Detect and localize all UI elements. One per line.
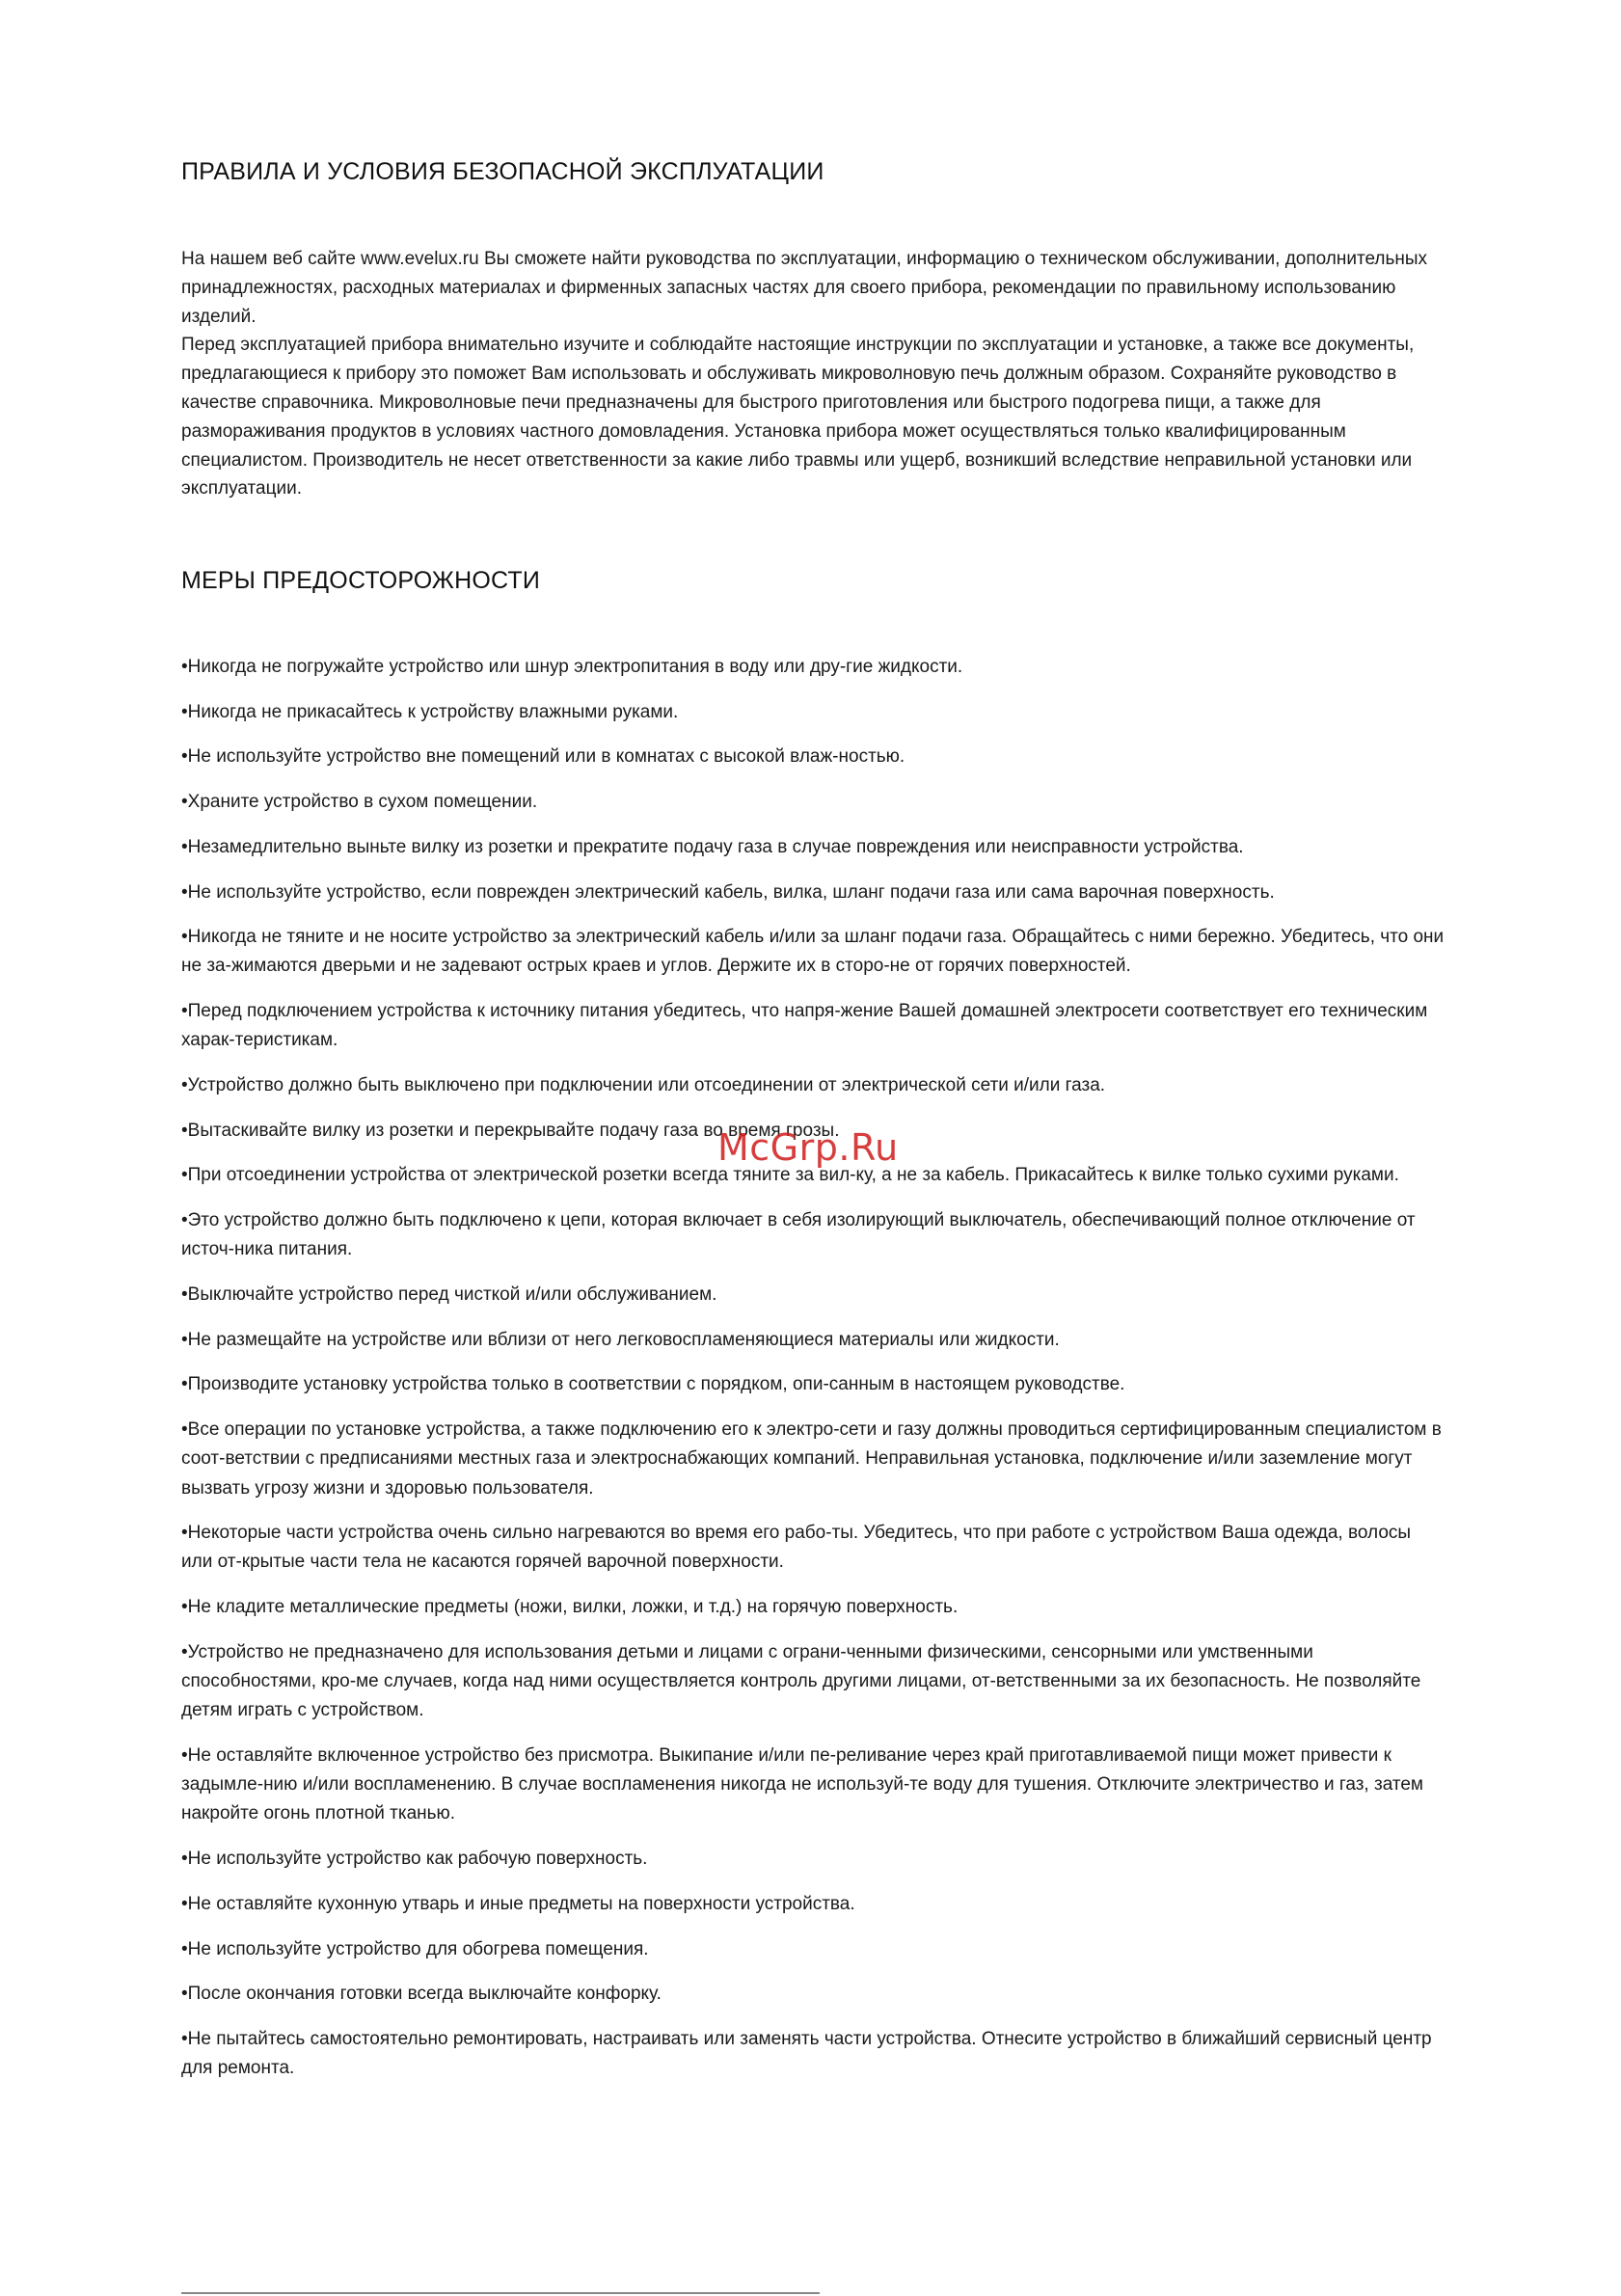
- list-item: •Никогда не тяните и не носите устройство за электрический кабель и/или за шланг подачи газа. Обращайтесь с ними бережно. Убедитесь, что они не за-жимаются дверьми и не задевают острых краев и углов. Держите их в сторо-не от горячих поверхностей.: [181, 927, 1445, 977]
- list-item: •Незамедлительно выньте вилку из розетки и прекратите подачу газа в случае повреждения или неисправности устройства.: [181, 836, 1244, 857]
- watermark: McGrp.Ru: [717, 1126, 899, 1169]
- intro-paragraph: На нашем веб сайте www.evelux.ru Вы сможете найти руководства по эксплуатации, информацию о техническом обслуживании, дополнительных принадлежностях, расходных материалах и фирменных запасных частях для своего прибора, рекомендации по правильному использованию изделий.: [181, 249, 1428, 327]
- intro-text: [181, 245, 1446, 503]
- list-item: •При отсоединении устройства от электрической розетки всегда тяните за вил-ку, а не за кабель. Прикасайтесь к вилке только сухими руками.: [181, 1165, 1399, 1186]
- list-item: •Никогда не погружайте устройство или шнур электропитания в воду или дру-гие жидкости.: [181, 657, 963, 677]
- list-item: •После окончания готовки всегда выключайте конфорку.: [181, 1984, 662, 2005]
- list-item: •Это устройство должно быть подключено к цепи, которая включает в себя изолирующий выключатель, обеспечивающий полное отключение от источ-ника питания.: [181, 1210, 1416, 1260]
- intro-paragraph: Перед эксплуатацией прибора внимательно изучите и соблюдайте настоящие инструкции по эксплуатации и установке, а также все документы, предлагающиеся к прибору это поможет Вам использовать и обслуживать микроволновую печь должным образом. Сохраняйте руководство в качестве справочника. Микроволновые печи предназначены для быстрого приготовления или быстрого подогрева пищи, а также для размораживания продуктов в условиях частного домовладения. Установка прибора может осуществляться только квалифицированным специалистом. Производитель не несет ответственности за какие либо травмы или ущерб, возникший вследствие неправильной установки или эксплуатации.: [181, 335, 1415, 500]
- list-item: •Не используйте устройство для обогрева помещения.: [181, 1938, 649, 1959]
- list-item: •Никогда не прикасайтесь к устройству влажными руками.: [181, 701, 679, 722]
- list-item: •Не используйте устройство как рабочую поверхность.: [181, 1849, 648, 1870]
- list-item: •Не используйте устройство, если поврежден электрический кабель, вилка, шланг подачи газа или сама варочная поверхность.: [181, 881, 1275, 903]
- list-item: •Перед подключением устройства к источнику питания убедитесь, что напря-жение Вашей домашней электросети соответствует его техническим харак-теристикам.: [181, 1001, 1428, 1051]
- list-item: •Устройство не предназначено для использования детьми и лицами с ограни-ченными физическими, сенсорными или умственными способностями, кро-ме случаев, когда над ними осуществляется контроль другими лицами, от-ветственными за их безопасность. Не позволяйте детям играть с устройством.: [181, 1641, 1421, 1721]
- footer-divider: [181, 2292, 820, 2294]
- list-item: •Не размещайте на устройстве или вблизи от него легковоспламеняющиеся материалы или жидкости.: [181, 1329, 1060, 1350]
- list-item: •Все операции по установке устройства, а также подключению его к электро-сети и газу должны проводиться сертифицированным специалистом в соот-ветствии с предписаниями местных газа и электроснабжающих компаний. Неправильная установка, подключение и/или заземление могут вызвать угрозу жизни и здоровью пользователя.: [181, 1419, 1442, 1499]
- list-item: •Не пытайтесь самостоятельно ремонтировать, настраивать или заменять части устройства. Отнесите устройство в ближайший сервисный центр для ремонта.: [181, 2028, 1432, 2079]
- list-item: •Не оставляйте кухонную утварь и иные предметы на поверхности устройства.: [181, 1893, 855, 1914]
- list-item: •Вытаскивайте вилку из розетки и перекрывайте подачу газа во время грозы.: [181, 1120, 840, 1141]
- section-heading-safety-rules: ПРАВИЛА И УСЛОВИЯ БЕЗОПАСНОЙ ЭКСПЛУАТАЦИИ: [181, 158, 824, 185]
- list-item: •Не кладите металлические предметы (ножи, вилки, ложки, и т.д.) на горячую поверхность.: [181, 1597, 959, 1618]
- list-item: •Некоторые части устройства очень сильно нагреваются во время его рабо-ты. Убедитесь, что при работе с устройством Ваша одежда, волосы или от-крытые части тела не касаются горячей варочной поверхности.: [181, 1523, 1412, 1573]
- list-item: •Храните устройство в сухом помещении.: [181, 792, 538, 813]
- list-item: •Выключайте устройство перед чисткой и/или обслуживанием.: [181, 1284, 717, 1306]
- list-item: •Не оставляйте включенное устройство без присмотра. Выкипание и/или пе-реливание через край приготавливаемой пищи может привести к задымле-нию и/или воспламенению. В случае воспламенения никогда не используй-те воду для тушения. Отключите электричество и газ, затем накройте огонь плотной тканью.: [181, 1744, 1423, 1824]
- list-item: •Производите установку устройства только в соответствии с порядком, опи-санным в настоящем руководстве.: [181, 1374, 1125, 1395]
- list-item: •Не используйте устройство вне помещений или в комнатах с высокой влаж-ностью.: [181, 746, 905, 768]
- list-item: •Устройство должно быть выключено при подключении или отсоединении от электрической сети и/или газа.: [181, 1075, 1106, 1096]
- section-heading-precautions: МЕРЫ ПРЕДОСТОРОЖНОСТИ: [181, 567, 541, 594]
- precautions-list: [181, 653, 1446, 2099]
